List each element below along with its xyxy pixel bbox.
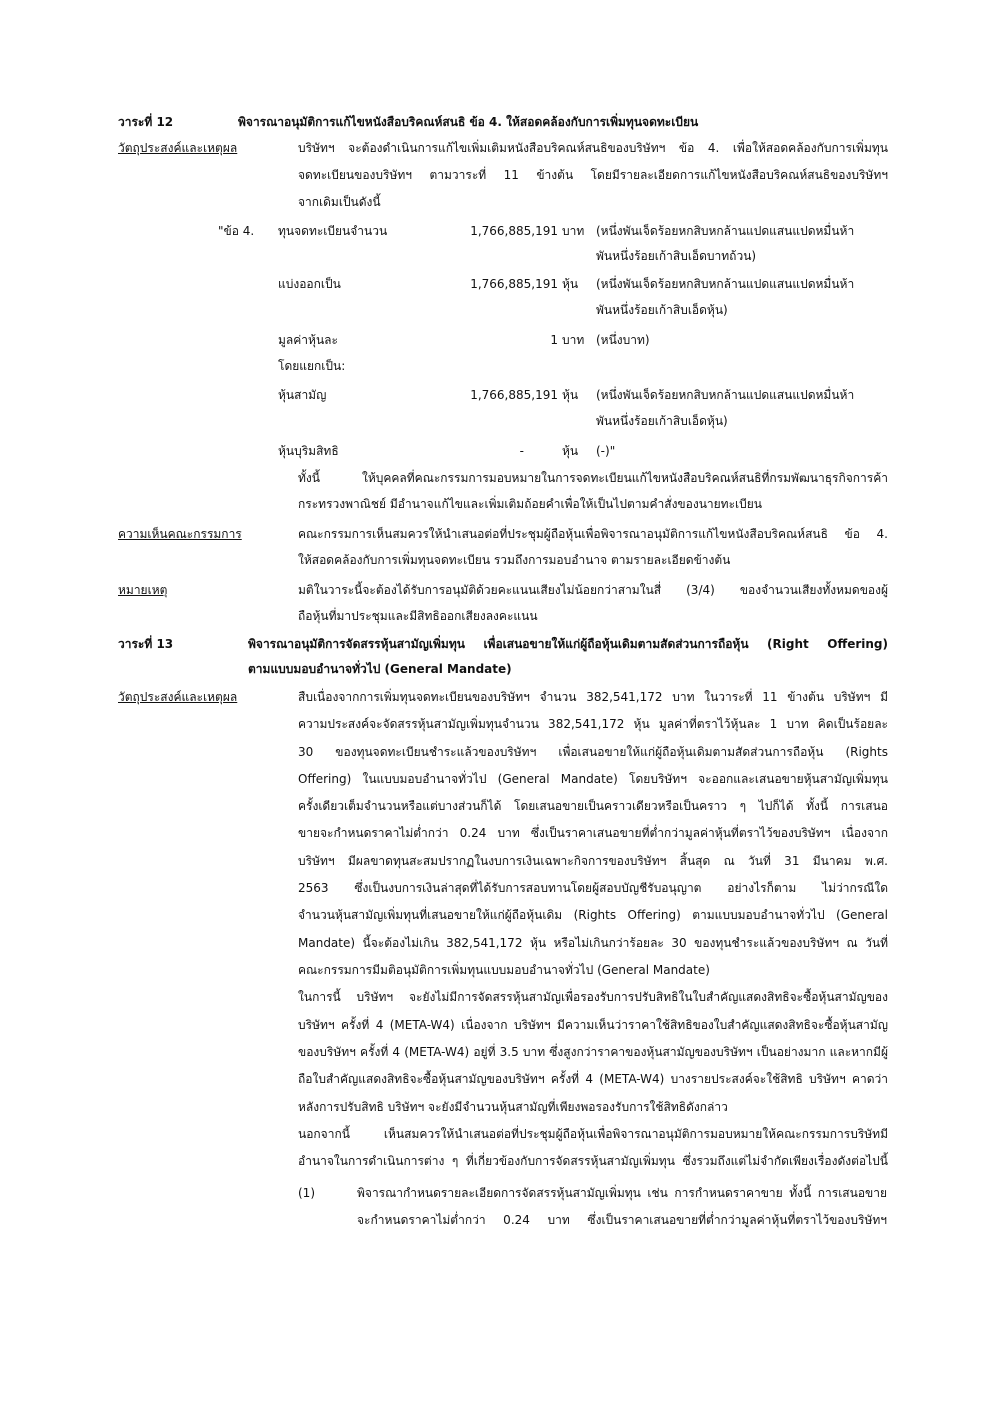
clause-row-words-cont: พันหนึ่งร้อยเก้าสิบเอ็ดหุ้น) <box>596 303 728 317</box>
agenda-13-number: วาระที่ 13 <box>118 637 174 651</box>
clause-row-value: 1,766,885,191 <box>470 388 558 402</box>
clause-row-label: ทุนจดทะเบียนจำนวน <box>278 224 388 238</box>
para1-line: ความประสงค์จะจัดสรรหุ้นสามัญเพิ่มทุนจำนวน 382,541,172 หุ้น มูลค่าที่ตราไว้หุ้นละ 1 บาท คิดเป็นร้อยละ <box>298 717 888 731</box>
para1-line: บริษัทฯ มีผลขาดทุนสะสมปรากฏในงบการเงินเฉพาะกิจการของบริษัทฯ สิ้นสุด ณ วันที่ 31 มีนาคม พ.ศ. <box>298 854 888 868</box>
clause-row-label: หุ้นสามัญ <box>278 388 327 402</box>
para1-line: 2563 ซึ่งเป็นงบการเงินล่าสุดที่ได้รับการสอบทานโดยผู้สอบบัญชีรับอนุญาต อย่างไรก็ตาม ไม่ว่ากรณีใด <box>298 881 888 895</box>
agenda-12-purpose-line: จดทะเบียนของบริษัทฯ ตามวาระที่ 11 ข้างต้น โดยมีรายละเอียดการแก้ไขหนังสือบริคณห์สนธิของบริษัทฯ <box>298 168 888 182</box>
clause-row-value: 1,766,885,191 <box>470 277 558 291</box>
clause-row-value: 1,766,885,191 <box>470 224 558 238</box>
note-line: มติในวาระนี้จะต้องได้รับการอนุมัติด้วยคะแนนเสียงไม่น้อยกว่าสามในสี่ (3/4) ของจำนวนเสียงทั้งหมดของผู้ <box>298 583 888 597</box>
para2-line: หลังการปรับสิทธิ บริษัทฯ จะยังมีจำนวนหุ้นสามัญที่เพียงพอรองรับการใช้สิทธิดังกล่าว <box>298 1100 728 1114</box>
clause-row-words: (หนึ่งพันเจ็ดร้อยหกสิบหกล้านแปดแสนแปดหมื่นห้า <box>596 224 855 238</box>
clause-label: "ข้อ 4. <box>218 224 255 238</box>
clause-row-words-cont: พันหนึ่งร้อยเก้าสิบเอ็ดบาทถ้วน) <box>596 249 757 263</box>
note-line: ถือหุ้นที่มาประชุมและมีสิทธิออกเสียงลงคะแนน <box>298 609 538 623</box>
clause-row-label: หุ้นบุริมสิทธิ <box>278 444 339 458</box>
para3-line: นอกจากนี้ เห็นสมควรให้นำเสนอต่อที่ประชุมผู้ถือหุ้นเพื่อพิจารณาอนุมัติการมอบหมายให้คณะกรรมการบริษัทมี <box>298 1127 888 1141</box>
para1-line: ขายจะกำหนดราคาไม่ต่ำกว่า 0.24 บาท ซึ่งเป็นราคาเสนอขายที่ต่ำกว่ามูลค่าหุ้นที่ตราไว้ของบริษัทฯ เนื่องจาก <box>298 826 888 840</box>
clause-row-words: (-)" <box>596 444 616 458</box>
clause-row-label: โดยแยกเป็น: <box>278 359 346 373</box>
agenda-12-purpose-line: จากเดิมเป็นดังนี้ <box>298 195 381 209</box>
clause-row-words-cont: พันหนึ่งร้อยเก้าสิบเอ็ดหุ้น) <box>596 414 728 428</box>
clause-row-unit: หุ้น <box>562 444 579 458</box>
clause-row-label: แบ่งออกเป็น <box>278 277 341 291</box>
clause-row <box>278 328 898 352</box>
para1-line: คณะกรรมการมีมติอนุมัติการเพิ่มทุนแบบมอบอำนาจทั่วไป (General Mandate) <box>298 963 710 977</box>
authority-line: กระทรวงพาณิชย์ มีอำนาจแก้ไขและเพิ่มเติมถ้อยคำเพื่อให้เป็นไปตามคำสั่งของนายทะเบียน <box>298 497 762 511</box>
board-opinion-label: ความเห็นคณะกรรมการ <box>118 527 242 541</box>
board-opinion-line: คณะกรรมการเห็นสมควรให้นำเสนอต่อที่ประชุมผู้ถือหุ้นเพื่อพิจารณาอนุมัติการแก้ไขหนังสือบริคณห์สนธิ ข้อ 4. <box>298 527 888 541</box>
para3-line: อำนาจในการดำเนินการต่าง ๆ ที่เกี่ยวข้องกับการจัดสรรหุ้นสามัญเพิ่มทุน ซึ่งรวมถึงแต่ไม่จำกัดเพียงเรื่องดังต่อไปนี้ <box>298 1154 888 1168</box>
agenda-13-purpose-label: วัตถุประสงค์และเหตุผล <box>118 690 238 704</box>
item-1-line: พิจารณากำหนดรายละเอียดการจัดสรรหุ้นสามัญเพิ่มทุน เช่น การกำหนดราคาขาย ทั้งนี้ การเสนอขาย <box>357 1186 887 1200</box>
agenda-12-purpose-line: บริษัทฯ จะต้องดำเนินการแก้ไขเพิ่มเติมหนังสือบริคณห์สนธิของบริษัทฯ ข้อ 4. เพื่อให้สอดคล้องกับการเพิ่มทุน <box>298 141 888 155</box>
para1-line: สืบเนื่องจากการเพิ่มทุนจดทะเบียนของบริษัทฯ จำนวน 382,541,172 บาท ในวาระที่ 11 ข้างต้น บริษัทฯ มี <box>298 690 888 704</box>
board-opinion-line: ให้สอดคล้องกับการเพิ่มทุนจดทะเบียน รวมถึงการมอบอำนาจ ตามรายละเอียดข้างต้น <box>298 553 731 567</box>
clause-row-unit: บาท <box>562 224 585 238</box>
para2-line: บริษัทฯ ครั้งที่ 4 (META-W4) เนื่องจาก บริษัทฯ มีความเห็นว่าราคาใช้สิทธิของใบสำคัญแสดงสิทธิจะซื้อหุ้นสามัญ <box>298 1018 888 1032</box>
clause-row-words: (หนึ่งบาท) <box>596 333 650 347</box>
clause-row-unit: หุ้น <box>562 388 579 402</box>
para2-line: ถือใบสำคัญแสดงสิทธิจะซื้อหุ้นสามัญของบริษัทฯ ครั้งที่ 4 (META-W4) บางรายประสงค์จะใช้สิทธิ บริษัทฯ คาดว่า <box>298 1072 888 1086</box>
clause-row <box>278 439 898 463</box>
para2-line: ของบริษัทฯ ครั้งที่ 4 (META-W4) อยู่ที่ 3.5 บาท ซึ่งสูงกว่าราคาของหุ้นสามัญของบริษัทฯ เป็นอย่างมาก และหากมีผู้ <box>298 1045 888 1059</box>
authority-line: ทั้งนี้ ให้บุคคลที่คณะกรรมการมอบหมายในการจดทะเบียนแก้ไขหนังสือบริคณห์สนธิที่กรมพัฒนาธุรกิจการค้า <box>298 471 888 485</box>
clause-row-unit: บาท <box>562 333 585 347</box>
clause-row-words: (หนึ่งพันเจ็ดร้อยหกสิบหกล้านแปดแสนแปดหมื่นห้า <box>596 277 855 291</box>
para1-line: จำนวนหุ้นสามัญเพิ่มทุนที่เสนอขายให้แก่ผู้ถือหุ้นเดิม (Rights Offering) ตามแบบมอบอำนาจทั่วไป (General <box>298 908 888 922</box>
agenda-13-title-line: ตามแบบมอบอำนาจทั่วไป (General Mandate) <box>248 662 512 676</box>
agenda-12-title: พิจารณาอนุมัติการแก้ไขหนังสือบริคณห์สนธิ ข้อ 4. ให้สอดคล้องกับการเพิ่มทุนจดทะเบียน <box>238 115 699 129</box>
para1-line: Mandate) นี้จะต้องไม่เกิน 382,541,172 หุ้น หรือไม่เกินกว่าร้อยละ 30 ของทุนชำระแล้วของบริษัทฯ ณ วันที่ <box>298 936 888 950</box>
clause-row-unit: หุ้น <box>562 277 579 291</box>
clause-row-words: (หนึ่งพันเจ็ดร้อยหกสิบหกล้านแปดแสนแปดหมื่นห้า <box>596 388 855 402</box>
para2-line: ในการนี้ บริษัทฯ จะยังไม่มีการจัดสรรหุ้นสามัญเพื่อรองรับการปรับสิทธิในใบสำคัญแสดงสิทธิจะซื้อหุ้นสามัญของ <box>298 990 888 1004</box>
clause-row-value: 1 <box>550 333 558 347</box>
clause-row <box>278 383 898 407</box>
clause-row <box>278 272 898 296</box>
para1-line: ครั้งเดียวเต็มจำนวนหรือแต่บางส่วนก็ได้ โดยเสนอขายเป็นคราวเดียวหรือเป็นคราว ๆ ไปก็ได้ ทั้งนี้ การเสนอ <box>298 799 888 813</box>
clause-row <box>278 219 898 243</box>
clause-row-label: มูลค่าหุ้นละ <box>278 333 338 347</box>
agenda-13-title-line: พิจารณาอนุมัติการจัดสรรหุ้นสามัญเพิ่มทุน เพื่อเสนอขายให้แก่ผู้ถือหุ้นเดิมตามสัดส่วนการถือหุ้น (Right Offering) <box>248 637 888 651</box>
note-label: หมายเหตุ <box>118 583 168 597</box>
para1-line: 30 ของทุนจดทะเบียนชำระแล้วของบริษัทฯ เพื่อเสนอขายให้แก่ผู้ถือหุ้นเดิมตามสัดส่วนการถือหุ้น (Rights <box>298 745 888 759</box>
para1-line: Offering) ในแบบมอบอำนาจทั่วไป (General Mandate) โดยบริษัทฯ จะออกและเสนอขายหุ้นสามัญเพิ่มทุน <box>298 772 888 786</box>
clause-row-value: - <box>519 444 524 458</box>
agenda-12-number: วาระที่ 12 <box>118 115 174 129</box>
item-1-number: (1) <box>298 1186 315 1200</box>
agenda-12-purpose-label: วัตถุประสงค์และเหตุผล <box>118 141 238 155</box>
item-1-line: จะกำหนดราคาไม่ต่ำกว่า 0.24 บาท ซึ่งเป็นราคาเสนอขายที่ต่ำกว่ามูลค่าหุ้นที่ตราไว้ของบริษัทฯ <box>357 1213 887 1227</box>
